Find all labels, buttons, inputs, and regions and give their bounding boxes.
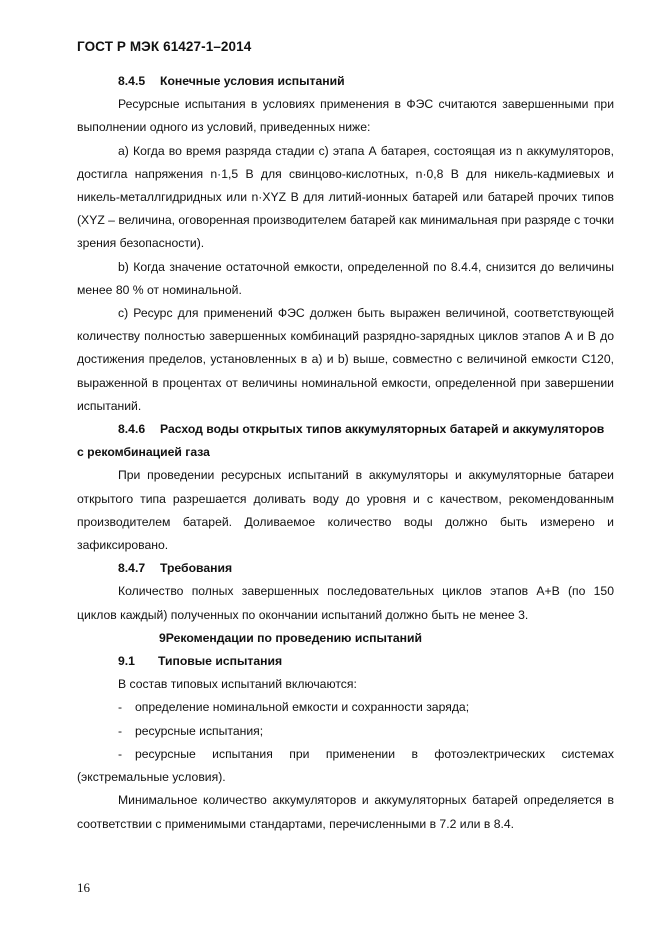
page-number: 16	[77, 880, 90, 895]
section-number: 8.4.5	[118, 74, 146, 88]
list-item	[77, 696, 614, 719]
paragraph: Ресурсные испытания в условиях применения в ФЭС считаются завершенными при выполнении одного из условий, приведенных ниже:	[77, 97, 614, 135]
paragraph: Минимальное количество аккумуляторов и аккумуляторных батарей определяется в соответствии с применимыми стандартами, перечисленными в 7.2 или в 8.4.	[77, 793, 614, 831]
list-item	[77, 743, 614, 789]
list-item	[77, 720, 614, 743]
list-item-text: ресурсные испытания;	[135, 723, 264, 738]
section-number: 9	[159, 630, 166, 645]
section-title: Типовые испытания	[158, 654, 283, 669]
list-item-text: ресурсные испытания при применении в фотоэлектрических системах (экстремальные условия).	[77, 746, 614, 785]
section-number: 8.4.7	[118, 561, 146, 576]
list-item-text: определение номинальной емкости и сохранности заряда;	[135, 700, 470, 715]
paragraph-item-b: b) Когда значение остаточной емкости, определенной по 8.4.4, снизится до величины менее 80 % от номинальной.	[77, 259, 614, 297]
paragraph: При проведении ресурсных испытаний в аккумуляторы и аккумуляторные батареи открытого типа разрешается доливать воду до уровня и с качеством, рекомендованным производителем батарей. Доливаемое количество воды должно быть измерено и зафиксировано.	[77, 468, 614, 553]
paragraph: Количество полных завершенных последовательных циклов этапов А+В (по 150 циклов каждый) полученных по окончании испытаний должно быть не менее 3.	[77, 584, 614, 622]
section-heading-9	[77, 627, 614, 650]
document-body	[77, 70, 614, 836]
paragraph-item-c: c) Ресурс для применений ФЭС должен быть выражен величиной, соответствующей количеству полностью завершенных комбинаций разрядно-зарядных циклов этапов А и В до достижения пределов, установленных в а) и b) выше, совместно с величиной емкости C120, выраженной в процентах от величины номинальной емкости, определенной при завершении испытаний.	[77, 306, 614, 413]
section-heading-8-4-6	[77, 418, 614, 464]
section-number: 8.4.6	[118, 422, 146, 437]
section-title: Требования	[160, 561, 233, 576]
list-dash: -	[118, 746, 123, 761]
section-number: 9.1	[118, 654, 135, 669]
paragraph: В состав типовых испытаний включаются:	[118, 677, 357, 692]
section-heading-9-1	[77, 650, 614, 673]
list-dash: -	[118, 723, 123, 738]
section-title: Конечные условия испытаний	[160, 74, 345, 88]
list-dash: -	[118, 700, 123, 715]
paragraph-item-a: a) Когда во время разряда стадии с) этапа А батарея, состоящая из n аккумуляторов, достигла напряжения n·1,5 В для свинцово-кислотных, n·0,8 В для никель-кадмиевых и никель-металлгидридных или n·XYZ В для литий-ионных батарей или батарей прочих типов (XYZ – величина, оговоренная производителем батарей как минимальная при разряде с точки зрения безопасности).	[77, 143, 614, 251]
section-heading-8-4-7	[77, 557, 614, 580]
section-title: Рекомендации по проведению испытаний	[165, 630, 422, 645]
section-title: Расход воды открытых типов аккумуляторных батарей и аккумуляторов с рекомбинацией газа	[77, 422, 605, 460]
document-header: ГОСТ Р МЭК 61427-1–2014	[77, 39, 252, 54]
section-heading-8-4-5	[77, 70, 614, 93]
